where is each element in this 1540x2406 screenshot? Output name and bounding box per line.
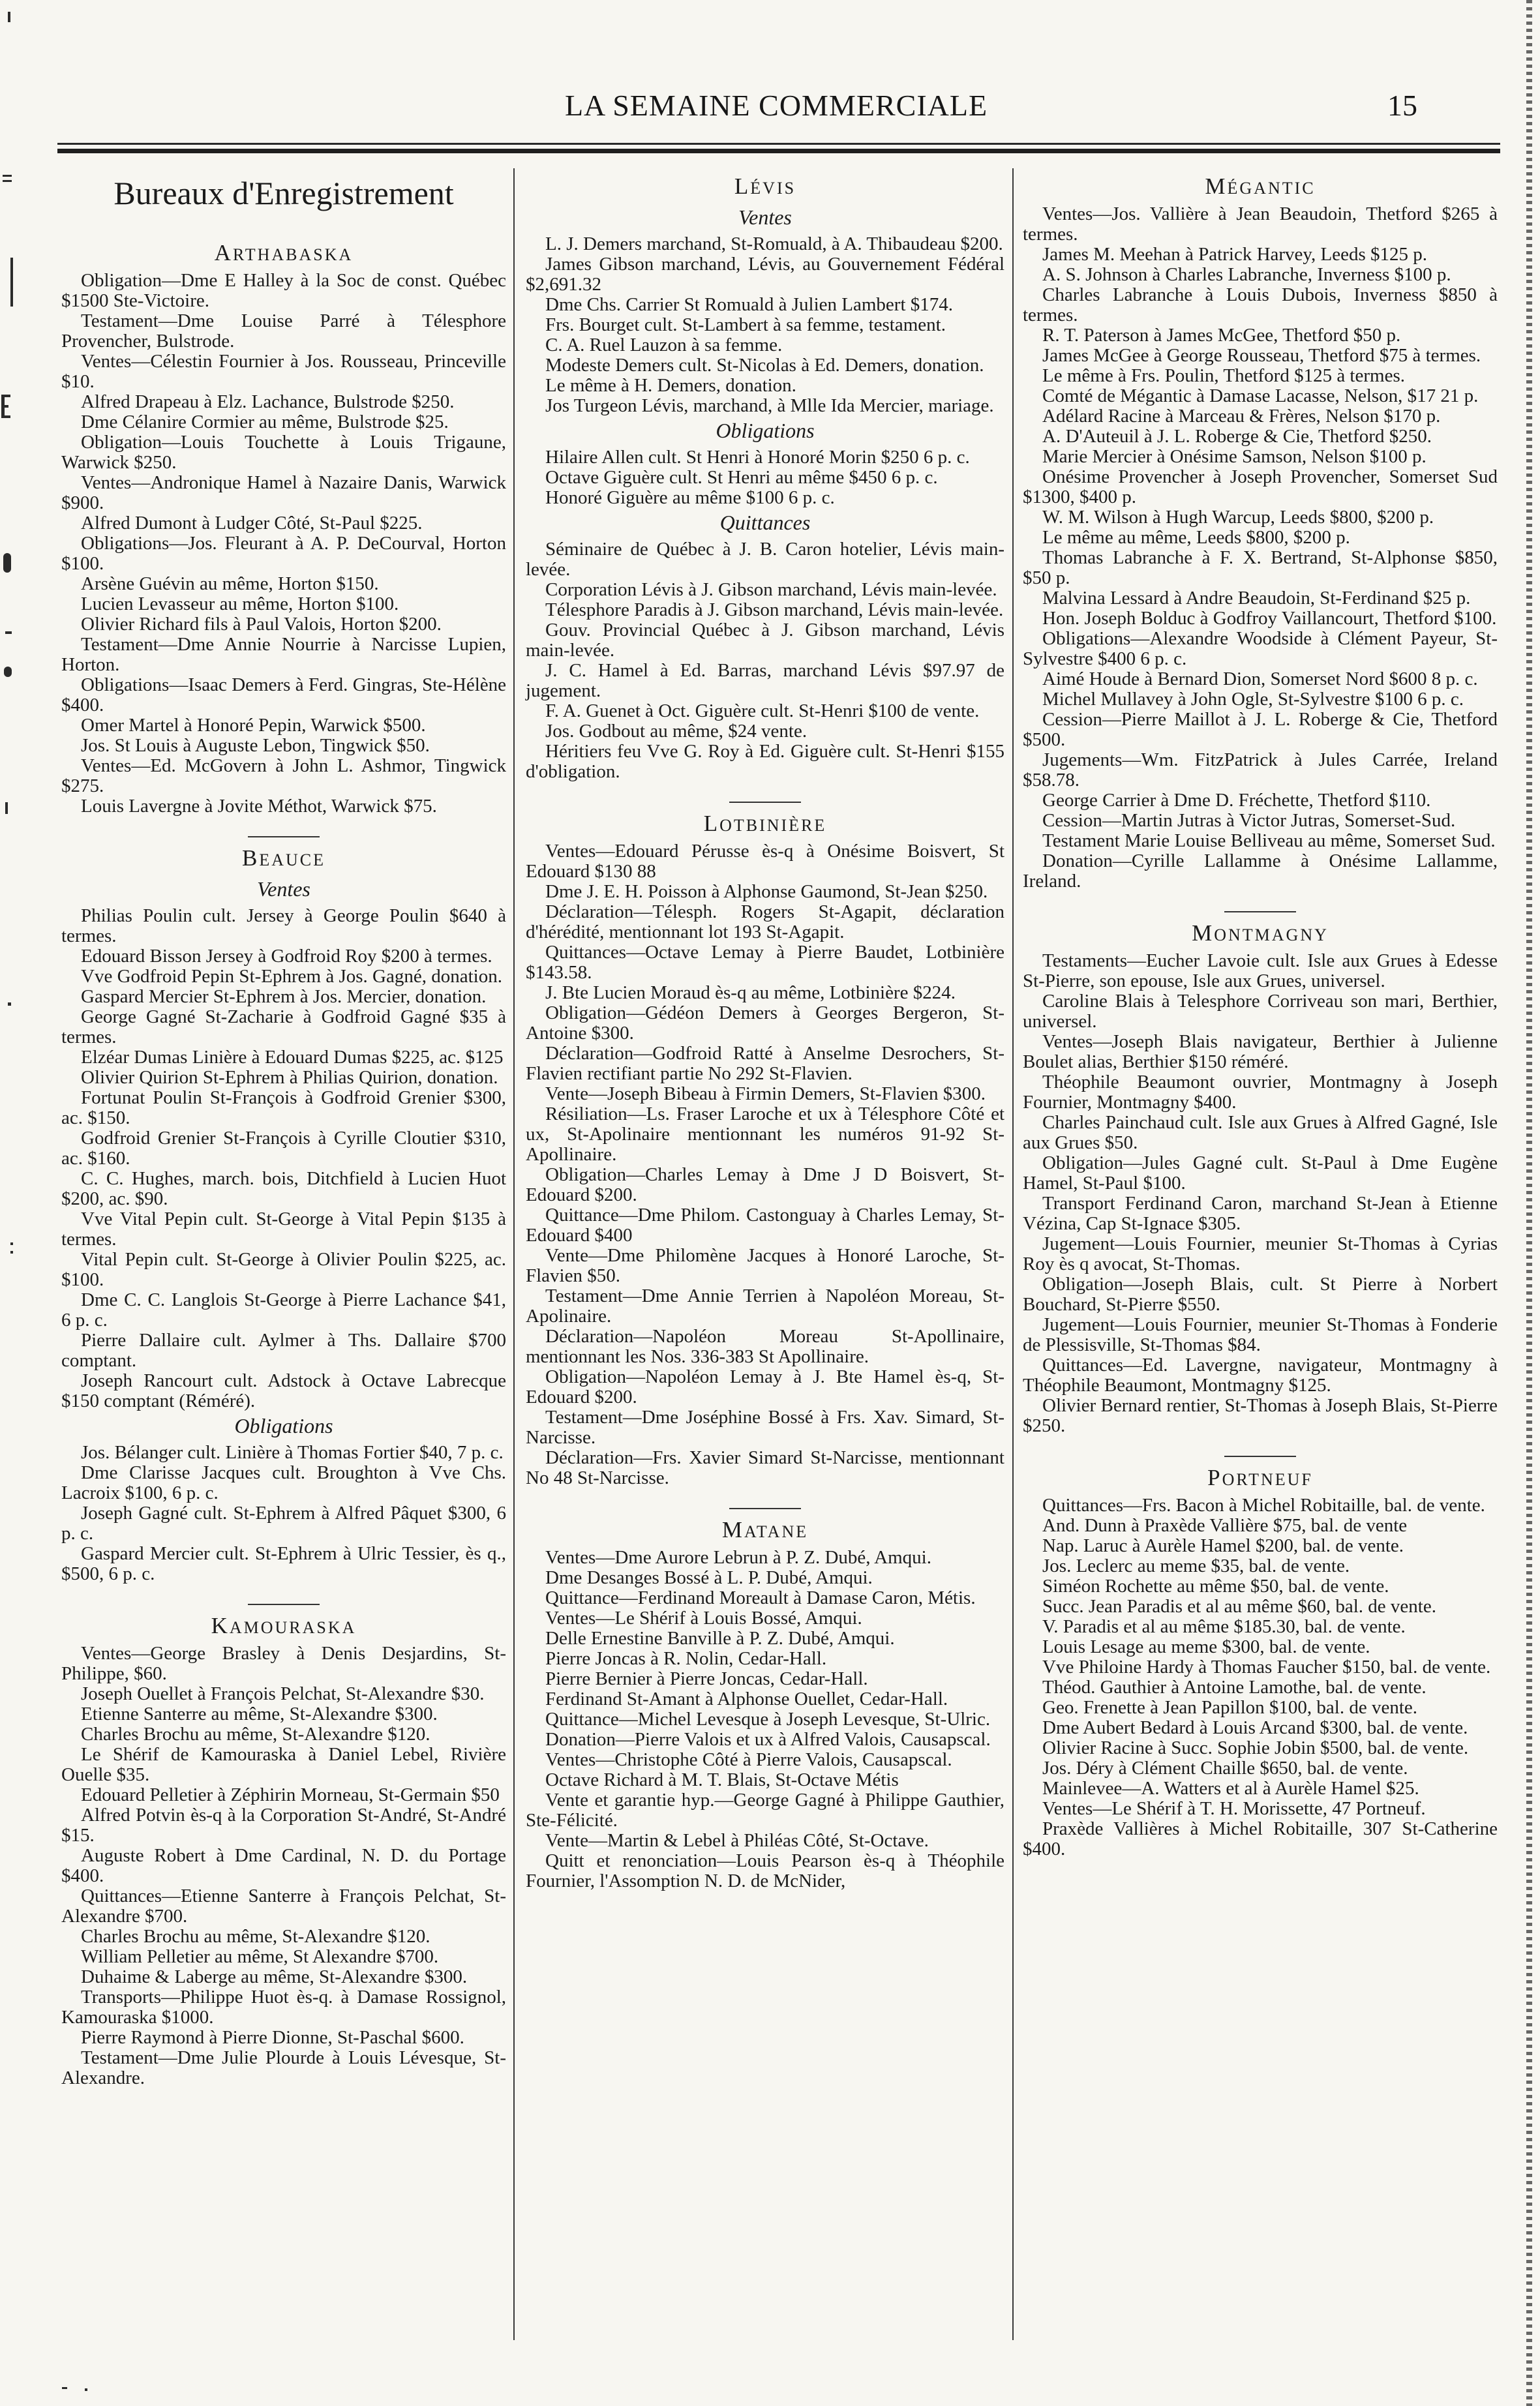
registry-entry: Gaspard Mercier St-Ephrem à Jos. Mercier, donation. [81, 986, 487, 1007]
district-heading: MÉGANTIC [1205, 173, 1316, 199]
registry-entry: Ventes—Christophe Côté à Pierre Valois, Causapscal. [545, 1749, 952, 1770]
registry-entry: Charles Painchaud cult. Isle aux Grues à Alfred Gagné, Isle aux Grues $50. [1023, 1112, 1498, 1153]
registry-entry: W. M. Wilson à Hugh Warcup, Leeds $800, $200 p. [1042, 507, 1434, 528]
registry-entry: James McGee à George Rousseau, Thetford $75 à termes. [1042, 345, 1481, 366]
district-section [1023, 175, 1498, 892]
registry-entry: Obligation—Jules Gagné cult. St-Paul à Dme Eugène Hamel, St-Paul $100. [1023, 1152, 1498, 1194]
registry-entry: Vital Pepin cult. St-George à Olivier Poulin $225, ac. $100. [61, 1249, 506, 1290]
scan-bleed-mark [5, 802, 8, 814]
category-subheading: Quittances [719, 511, 811, 534]
registry-entry: Octave Giguère cult. St Henri au même $450 6 p. c. [545, 467, 938, 488]
district-section [1023, 911, 1498, 1436]
registry-entry: Jos. Déry à Clément Chaille $650, bal. de vente. [1042, 1758, 1408, 1779]
registry-entry: Vente—Dme Philomène Jacques à Honoré Laroche, St-Flavien $50. [526, 1245, 1004, 1286]
category-subheading: Ventes [738, 205, 792, 229]
scan-bleed-mark [1, 415, 10, 418]
registry-entry: Télesphore Paradis à J. Gibson marchand, Lévis main-levée. [545, 599, 1004, 620]
registry-entry: Dme C. C. Langlois St-George à Pierre Lachance $41, 6 p. c. [61, 1289, 506, 1331]
section-divider [1224, 911, 1296, 912]
registry-entry: Louis Lavergne à Jovite Méthot, Warwick $75. [81, 796, 437, 817]
registry-entry: Frs. Bourget cult. St-Lambert à sa femme, testament. [545, 314, 946, 335]
registry-entry: Théophile Beaumont ouvrier, Montmagny à Joseph Fournier, Montmagny $400. [1023, 1072, 1498, 1113]
registry-entry: Siméon Rochette au même $50, bal. de vente. [1042, 1576, 1389, 1597]
registry-entry: Transport Ferdinand Caron, marchand St-Jean à Etienne Vézina, Cap St-Ignace $305. [1023, 1193, 1498, 1234]
registry-entry: Déclaration—Napoléon Moreau St-Apollinaire, mentionnant les Nos. 336-383 St Apollinaire. [526, 1326, 1004, 1367]
registry-entry: Comté de Mégantic à Damase Lacasse, Nelson, $17 21 p. [1042, 385, 1479, 406]
registry-entry: Héritiers feu Vve G. Roy à Ed. Giguère cult. St-Henri $155 d'obligation. [526, 741, 1004, 782]
registry-entry: George Gagné St-Zacharie à Godfroid Gagné $35 à termes. [61, 1006, 506, 1047]
registry-entry: Quittance—Dme Philom. Castonguay à Charles Lemay, St-Edouard $400 [526, 1205, 1004, 1246]
registry-entry: Ventes—Dme Aurore Lebrun à P. Z. Dubé, Amqui. [545, 1547, 931, 1568]
district-section [61, 836, 506, 1584]
registry-entry: Jugement—Louis Fournier, meunier St-Thomas à Fonderie de Plessisville, St-Thomas $84. [1023, 1314, 1498, 1355]
registry-entry: Quittances—Octave Lemay à Pierre Baudet, Lotbinière $143.58. [526, 942, 1004, 983]
section-divider [729, 802, 801, 803]
registry-entry: F. A. Guenet à Oct. Giguère cult. St-Henri $100 de vente. [545, 700, 980, 721]
registry-entry: Jugement—Louis Fournier, meunier St-Thomas à Cyrias Roy ès q avocat, St-Thomas. [1023, 1233, 1498, 1274]
registry-entry: Ventes—Le Shérif à T. H. Morissette, 47 Portneuf. [1042, 1798, 1426, 1819]
scan-bleed-mark [10, 1251, 13, 1254]
registry-entry: Etienne Santerre au même, St-Alexandre $300. [81, 1704, 438, 1724]
registry-entry: Théod. Gauthier à Antoine Lamothe, bal. de vente. [1042, 1677, 1427, 1698]
registry-entry: Testament—Dme Louise Parré à Télesphore Provencher, Bulstrode. [61, 310, 506, 352]
registry-entry: Testament—Dme Annie Nourrie à Narcisse Lupien, Horton. [61, 634, 506, 675]
registry-entry: Malvina Lessard à Andre Beaudoin, St-Ferdinand $25 p. [1042, 588, 1471, 609]
district-heading: PORTNEUF [1207, 1465, 1313, 1490]
registry-entry: Le même à H. Demers, donation. [545, 375, 796, 396]
registry-entry: Godfroid Grenier St-François à Cyrille Cloutier $310, ac. $160. [61, 1128, 506, 1169]
registry-entry: Obligations—Jos. Fleurant à A. P. DeCourval, Horton $100. [61, 533, 506, 574]
registry-entry: Obligation—Joseph Blais, cult. St Pierre à Norbert Bouchard, St-Pierre $550. [1023, 1274, 1498, 1315]
registry-entry: Quittance—Ferdinand Moreault à Damase Caron, Métis. [545, 1587, 976, 1608]
registry-entry: Ventes—Andronique Hamel à Nazaire Danis, Warwick $900. [61, 472, 506, 513]
registry-entry: Testaments—Eucher Lavoie cult. Isle aux Grues à Edesse St-Pierre, son epouse, Isle aux Grues, universel. [1023, 950, 1498, 991]
registry-entry: Quittance—Michel Levesque à Joseph Levesque, St-Ulric. [545, 1709, 991, 1730]
scan-bleed-mark [3, 175, 12, 177]
registry-entry: Edouard Bisson Jersey à Godfroid Roy $200 à termes. [81, 946, 492, 967]
registry-entry: Auguste Robert à Dme Cardinal, N. D. du Portage $400. [61, 1845, 506, 1886]
registry-entry: Ventes—Edouard Pérusse ès-q à Onésime Boisvert, St Edouard $130 88 [526, 841, 1004, 882]
column-left [61, 175, 506, 2088]
registry-entry: Le même au même, Leeds $800, $200 p. [1042, 527, 1350, 548]
registry-entry: Caroline Blais à Telesphore Corriveau son mari, Berthier, universel. [1023, 991, 1498, 1032]
registry-entry: Quitt et renonciation—Louis Pearson ès-q à Théophile Fournier, l'Assomption N. D. de McNider, [526, 1850, 1004, 1891]
registry-entry: Donation—Cyrille Lallamme à Onésime Lallamme, Ireland. [1023, 850, 1498, 892]
section-divider [1224, 1456, 1296, 1457]
scan-bleed-mark [62, 2387, 67, 2389]
registry-entry: Arsène Guévin au même, Horton $150. [81, 573, 379, 594]
registry-entry: And. Dunn à Praxède Vallière $75, bal. de vente [1042, 1515, 1408, 1536]
registry-entry: Charles Brochu au même, St-Alexandre $120. [81, 1724, 430, 1745]
registry-entry: C. A. Ruel Lauzon à sa femme. [545, 335, 783, 355]
registry-entry: Obligations—Isaac Demers à Ferd. Gingras, Ste-Hélène $400. [61, 674, 506, 715]
section-divider [248, 836, 320, 837]
registry-entry: Joseph Rancourt cult. Adstock à Octave Labrecque $150 comptant (Réméré). [61, 1370, 506, 1411]
registry-entry: Jos. Leclerc au meme $35, bal. de vente. [1042, 1556, 1350, 1576]
registry-entry: Déclaration—Godfroid Ratté à Anselme Desrochers, St-Flavien rectifiant partie No 292 St-Flavien. [526, 1043, 1004, 1084]
registry-entry: Obligations—Alexandre Woodside à Clément Payeur, St-Sylvestre $400 6 p. c. [1023, 628, 1498, 669]
registry-entry: Pierre Raymond à Pierre Dionne, St-Paschal $600. [81, 2027, 464, 2048]
district-heading: BEAUCE [241, 845, 326, 871]
registry-entry: Gaspard Mercier cult. St-Ephrem à Ulric Tessier, ès q., $500, 6 p. c. [61, 1543, 506, 1584]
registry-entry: Vente et garantie hyp.—George Gagné à Philippe Gauthier, Ste-Félicité. [526, 1790, 1004, 1831]
registry-entry: Mainlevee—A. Watters et al à Aurèle Hamel $25. [1042, 1778, 1419, 1799]
registry-entry: Le même à Frs. Poulin, Thetford $125 à termes. [1042, 365, 1405, 386]
district-heading: MATANE [721, 1517, 809, 1542]
district-heading: MONTMAGNY [1192, 920, 1329, 946]
registry-entry: Olivier Quirion St-Ephrem à Philias Quirion, donation. [81, 1067, 498, 1088]
category-subheading: Obligations [234, 1414, 333, 1437]
scan-bleed-mark [1, 405, 8, 408]
registry-entry: Ventes—Le Shérif à Louis Bossé, Amqui. [545, 1608, 862, 1629]
registry-entry: Aimé Houde à Bernard Dion, Somerset Nord $600 8 p. c. [1042, 669, 1478, 689]
scan-bleed-mark [5, 631, 12, 634]
registry-entry: Vente—Joseph Bibeau à Firmin Demers, St-Flavien $300. [545, 1083, 986, 1104]
registry-entry: Delle Ernestine Banville à P. Z. Dubé, Amqui. [545, 1628, 895, 1649]
registry-entry: Cession—Pierre Maillot à J. L. Roberge & Cie, Thetford $500. [1023, 709, 1498, 750]
registry-entry: Dme Desanges Bossé à L. P. Dubé, Amqui. [545, 1567, 873, 1588]
registry-entry: Charles Brochu au même, St-Alexandre $120. [81, 1926, 430, 1947]
registry-entry: Jugements—Wm. FitzPatrick à Jules Carrée, Ireland $58.78. [1023, 749, 1498, 790]
registry-entry: George Carrier à Dme D. Fréchette, Thetford $110. [1042, 790, 1431, 811]
registry-entry: Olivier Richard fils à Paul Valois, Horton $200. [81, 614, 442, 635]
registry-entry: Gouv. Provincial Québec à J. Gibson marchand, Lévis main-levée. [526, 620, 1004, 661]
registry-entry: Geo. Frenette à Jean Papillon $100, bal. de vente. [1042, 1697, 1418, 1718]
registry-entry: Résiliation—Ls. Fraser Laroche et ux à Télesphore Côté et ux, St-Apolinaire mentionnant les numéros 91-92 St-Apollinaire. [526, 1104, 1004, 1165]
registry-entry: Quittances—Frs. Bacon à Michel Robitaille, bal. de vente. [1042, 1495, 1485, 1516]
registry-entry: Dme Aubert Bedard à Louis Arcand $300, bal. de vente. [1042, 1717, 1468, 1738]
registry-entry: Jos Turgeon Lévis, marchand, à Mlle Ida Mercier, mariage. [545, 395, 994, 416]
district-section [61, 1604, 506, 2088]
registry-entry: V. Paradis et al au même $185.30, bal. de vente. [1042, 1616, 1406, 1637]
registry-entry: Adélard Racine à Marceau & Frères, Nelson $170 p. [1042, 406, 1441, 427]
registry-entry: Déclaration—Frs. Xavier Simard St-Narcisse, mentionnant No 48 St-Narcisse. [526, 1447, 1004, 1488]
registry-entry: Obligation—Dme E Halley à la Soc de const. Québec $1500 Ste-Victoire. [61, 270, 506, 311]
registry-entry: Thomas Labranche à F. X. Bertrand, St-Alphonse $850, $50 p. [1023, 547, 1498, 588]
registry-entry: Fortunat Poulin St-François à Godfroid Grenier $300, ac. $150. [61, 1087, 506, 1128]
registry-entry: Olivier Racine à Succ. Sophie Jobin $500, bal. de vente. [1042, 1737, 1469, 1758]
newspaper-title: LA SEMAINE COMMERCIALE [564, 89, 988, 122]
district-section [526, 175, 1004, 782]
registry-entry: Omer Martel à Honoré Pepin, Warwick $500. [81, 715, 426, 736]
registry-entry: Jos. Bélanger cult. Linière à Thomas Fortier $40, 7 p. c. [81, 1442, 504, 1463]
registry-entry: Marie Mercier à Onésime Samson, Nelson $100 p. [1042, 446, 1427, 467]
registry-entry: Ventes—Célestin Fournier à Jos. Rousseau, Princeville $10. [61, 351, 506, 392]
registry-entry: Transports—Philippe Huot ès-q. à Damase Rossignol, Kamouraska $1000. [61, 1987, 506, 2028]
registry-entry: Onésime Provencher à Joseph Provencher, Somerset Sud $1300, $400 p. [1023, 466, 1498, 507]
district-heading: ARTHABASKA [214, 240, 354, 265]
page-edge-shadow [1526, 0, 1532, 2406]
scan-bleed-mark [1, 395, 10, 397]
registry-entry: Honoré Giguère au même $100 6 p. c. [545, 487, 835, 508]
registry-entry: A. D'Auteuil à J. L. Roberge & Cie, Thetford $250. [1042, 426, 1432, 447]
registry-entry: Olivier Bernard rentier, St-Thomas à Joseph Blais, St-Pierre $250. [1023, 1395, 1498, 1436]
registry-entry: Quittances—Etienne Santerre à François Pelchat, St-Alexandre $700. [61, 1886, 506, 1927]
section-divider [729, 1508, 801, 1509]
registry-entry: Ventes—Joseph Blais navigateur, Berthier à Julienne Boulet alias, Berthier $150 réméré. [1023, 1031, 1498, 1072]
registry-entry: Quittances—Ed. Lavergne, navigateur, Montmagny à Théophile Beaumont, Montmagny $125. [1023, 1355, 1498, 1396]
registry-entry: Dme Chs. Carrier St Romuald à Julien Lambert $174. [545, 294, 954, 315]
district-section [526, 1508, 1004, 1891]
district-section [61, 241, 506, 817]
district-heading: KAMOURASKA [211, 1613, 357, 1638]
registry-entry: Testament Marie Louise Belliveau au même, Somerset Sud. [1042, 830, 1496, 851]
registry-entry: Jos. St Louis à Auguste Lebon, Tingwick $50. [81, 735, 430, 756]
registry-entry: Philias Poulin cult. Jersey à George Poulin $640 à termes. [61, 905, 506, 946]
registry-entry: Modeste Demers cult. St-Nicolas à Ed. Demers, donation. [545, 355, 984, 376]
registry-entry: Michel Mullavey à John Ogle, St-Sylvestre $100 6 p. c. [1042, 689, 1464, 710]
header-rule-thin [57, 143, 1500, 145]
registry-entry: Le Shérif de Kamouraska à Daniel Lebel, Rivière Ouelle $35. [61, 1744, 506, 1785]
page-number: 15 [1387, 89, 1417, 122]
scan-bleed-mark [4, 667, 12, 677]
district-section [526, 802, 1004, 1488]
registry-entry: Charles Labranche à Louis Dubois, Inverness $850 à termes. [1023, 284, 1498, 325]
column-divider [1012, 168, 1014, 2340]
registry-entry: C. C. Hughes, march. bois, Ditchfield à Lucien Huot $200, ac. $90. [61, 1168, 506, 1209]
registry-entry: Cession—Martin Jutras à Victor Jutras, Somerset-Sud. [1042, 810, 1456, 831]
registry-entry: Obligation—Louis Touchette à Louis Trigaune, Warwick $250. [61, 432, 506, 473]
registry-entry: Pierre Dallaire cult. Aylmer à Ths. Dallaire $700 comptant. [61, 1330, 506, 1371]
registry-entry: Dme Célanire Cormier au même, Bulstrode $25. [81, 412, 449, 432]
registry-entry: Corporation Lévis à J. Gibson marchand, Lévis main-levée. [545, 579, 997, 600]
registry-entry: Hilaire Allen cult. St Henri à Honoré Morin $250 6 p. c. [545, 447, 970, 468]
registry-entry: Alfred Dumont à Ludger Côté, St-Paul $225. [81, 513, 423, 534]
registry-entry: Vve Godfroid Pepin St-Ephrem à Jos. Gagné, donation. [81, 966, 502, 987]
registry-entry: Testament—Dme Julie Plourde à Louis Lévesque, St-Alexandre. [61, 2047, 506, 2088]
registry-entry: Pierre Joncas à R. Nolin, Cedar-Hall. [545, 1648, 827, 1669]
registry-entry: Jos. Godbout au même, $24 vente. [545, 721, 808, 742]
registry-entry: Nap. Laruc à Aurèle Hamel $200, bal. de vente. [1042, 1535, 1404, 1556]
registry-entry: Vve Philoine Hardy à Thomas Faucher $150, bal. de vente. [1042, 1657, 1491, 1677]
registry-entry: Succ. Jean Paradis et al au même $60, bal. de vente. [1042, 1596, 1436, 1617]
registry-entry: Alfred Potvin ès-q à la Corporation St-André, St-André $15. [61, 1805, 506, 1846]
registry-entry: Duhaime & Laberge au même, St-Alexandre $300. [81, 1966, 468, 1987]
registry-entry: Dme Clarisse Jacques cult. Broughton à Vve Chs. Lacroix $100, 6 p. c. [61, 1462, 506, 1503]
registry-entry: William Pelletier au même, St Alexandre $700. [81, 1946, 439, 1967]
registry-offices-title: Bureaux d'Enregistrement [113, 175, 454, 211]
scan-bleed-mark [3, 553, 11, 573]
registry-entry: A. S. Johnson à Charles Labranche, Inverness $100 p. [1042, 264, 1451, 285]
registry-entry: Pierre Bernier à Pierre Joncas, Cedar-Hall. [545, 1668, 868, 1689]
scan-bleed-mark [85, 2388, 87, 2391]
registry-entry: Obligation—Charles Lemay à Dme J D Boisvert, St-Edouard $200. [526, 1164, 1004, 1205]
registry-entry: Joseph Ouellet à François Pelchat, St-Alexandre $30. [81, 1683, 485, 1704]
category-subheading: Ventes [257, 877, 310, 901]
scan-bleed-mark [8, 1002, 11, 1006]
registry-entry: Hon. Joseph Bolduc à Godfroy Vaillancourt, Thetford $100. [1042, 608, 1497, 629]
registry-entry: Alfred Drapeau à Elz. Lachance, Bulstrode $250. [81, 391, 455, 412]
scan-bleed-mark [10, 258, 13, 307]
district-heading: LOTBINIÈRE [703, 811, 827, 836]
registry-entry: Lucien Levasseur au même, Horton $100. [81, 594, 399, 614]
registry-entry: Obligation—Gédéon Demers à Georges Bergeron, St-Antoine $300. [526, 1002, 1004, 1044]
registry-entry: James M. Meehan à Patrick Harvey, Leeds $125 p. [1042, 244, 1428, 265]
registry-entry: Octave Richard à M. T. Blais, St-Octave Métis [545, 1769, 899, 1790]
scan-bleed-mark [3, 180, 12, 182]
registry-entry: Déclaration—Télesph. Rogers St-Agapit, déclaration d'hérédité, mentionnant lot 193 St-Agapit. [526, 901, 1004, 942]
registry-entry: Elzéar Dumas Linière à Edouard Dumas $225, ac. $125 [81, 1047, 504, 1068]
registry-entry: R. T. Paterson à James McGee, Thetford $50 p. [1042, 325, 1401, 346]
category-subheading: Obligations [716, 419, 815, 442]
column-middle [526, 175, 1004, 1891]
registry-entry: Ventes—George Brasley à Denis Desjardins, St-Philippe, $60. [61, 1643, 506, 1684]
registry-entry: Vve Vital Pepin cult. St-George à Vital Pepin $135 à termes. [61, 1209, 506, 1250]
scan-bleed-mark [10, 1242, 13, 1245]
header-rule-thick [57, 149, 1500, 153]
registry-entry: J. C. Hamel à Ed. Barras, marchand Lévis $97.97 de jugement. [526, 660, 1004, 701]
registry-entry: Vente—Martin & Lebel à Philéas Côté, St-Octave. [545, 1830, 929, 1851]
registry-entry: Edouard Pelletier à Zéphirin Morneau, St-Germain $50 [81, 1784, 500, 1805]
registry-entry: Ferdinand St-Amant à Alphonse Ouellet, Cedar-Hall. [545, 1689, 948, 1709]
section-divider [248, 1604, 320, 1605]
column-divider [513, 168, 515, 2340]
registry-entry: Dme J. E. H. Poisson à Alphonse Gaumond, St-Jean $250. [545, 881, 988, 902]
district-section [1023, 1456, 1498, 1859]
registry-entry: L. J. Demers marchand, St-Romuald, à A. Thibaudeau $200. [545, 233, 1003, 254]
registry-entry: Ventes—Jos. Vallière à Jean Beaudoin, Thetford $265 à termes. [1023, 203, 1498, 245]
column-right [1023, 175, 1498, 1859]
district-heading: LÉVIS [734, 173, 796, 199]
registry-entry: Praxède Vallières à Michel Robitaille, 307 St-Catherine $400. [1023, 1818, 1498, 1859]
registry-entry: J. Bte Lucien Moraud ès-q au même, Lotbinière $224. [545, 982, 956, 1003]
registry-entry: Donation—Pierre Valois et ux à Alfred Valois, Causapscal. [545, 1729, 991, 1750]
registry-entry: Ventes—Ed. McGovern à John L. Ashmor, Tingwick $275. [61, 755, 506, 796]
registry-entry: Testament—Dme Annie Terrien à Napoléon Moreau, St-Apolinaire. [526, 1286, 1004, 1327]
registry-entry: Séminaire de Québec à J. B. Caron hotelier, Lévis main-levée. [526, 539, 1004, 580]
scan-bleed-mark [8, 12, 10, 22]
registry-entry: Testament—Dme Joséphine Bossé à Frs. Xav. Simard, St-Narcisse. [526, 1407, 1004, 1448]
registry-entry: James Gibson marchand, Lévis, au Gouvernement Fédéral $2,691.32 [526, 254, 1004, 295]
registry-entry: Louis Lesage au meme $300, bal. de vente. [1042, 1636, 1370, 1657]
registry-entry: Obligation—Napoléon Lemay à J. Bte Hamel ès-q, St-Edouard $200. [526, 1366, 1004, 1407]
registry-entry: Joseph Gagné cult. St-Ephrem à Alfred Pâquet $300, 6 p. c. [61, 1503, 506, 1544]
